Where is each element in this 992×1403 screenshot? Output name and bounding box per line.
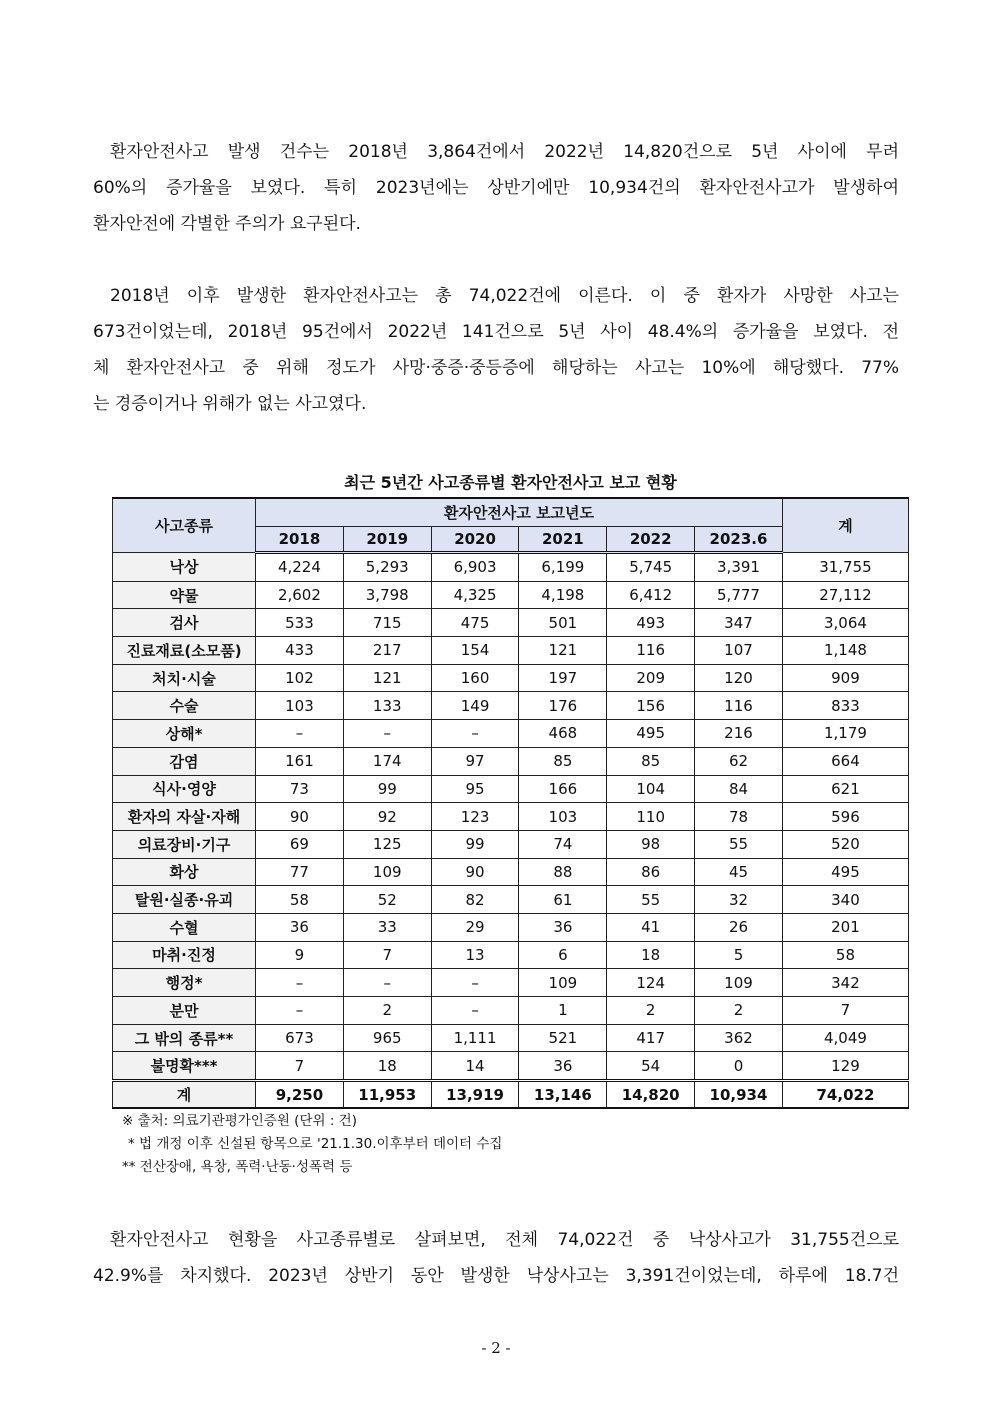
table-row	[113, 913, 909, 941]
paragraph-line: 는 경증이거나 위해가 없는 사고였다.	[93, 394, 367, 414]
row-year-value: 4,224	[256, 553, 344, 582]
table-title: 최근 5년간 사고종류별 환자안전사고 보고 현황	[344, 473, 677, 492]
row-category: 탈원·실종·유괴	[113, 886, 256, 914]
row-year-value: 85	[607, 747, 695, 775]
paragraph-line: 체 환자안전사고 중 위해 정도가 사망·중증·중등증에 해당하는 사고는 10%에 해당했다. 77%	[93, 358, 899, 378]
row-total: 596	[782, 803, 908, 831]
row-year-value: 84	[695, 775, 783, 803]
row-year-value: 98	[607, 830, 695, 858]
row-year-value: 417	[607, 1024, 695, 1052]
row-category: 환자의 자살·자해	[113, 803, 256, 831]
table-row	[113, 720, 909, 748]
total-year-value: 14,820	[607, 1081, 695, 1109]
row-year-value: 1	[519, 997, 607, 1025]
paragraph-line: 673건이었는데, 2018년 95건에서 2022년 141건으로 5년 사이 48.4%의 증가율을 보였다. 전	[93, 322, 899, 342]
row-year-value: –	[343, 969, 431, 997]
row-total: 1,179	[782, 720, 908, 748]
paragraph-2	[93, 278, 899, 422]
row-year-value: 4,198	[519, 581, 607, 609]
table-body	[113, 553, 909, 1109]
row-year-value: –	[343, 720, 431, 748]
row-year-value: 77	[256, 858, 344, 886]
row-year-value: 61	[519, 886, 607, 914]
row-category: 처치·시술	[113, 664, 256, 692]
row-year-value: 45	[695, 858, 783, 886]
row-year-value: –	[431, 997, 519, 1025]
row-year-value: 495	[607, 720, 695, 748]
row-year-value: 154	[431, 637, 519, 665]
row-year-value: 9	[256, 941, 344, 969]
row-year-value: 116	[607, 637, 695, 665]
table-row	[113, 858, 909, 886]
row-year-value: 521	[519, 1024, 607, 1052]
row-year-value: 2	[607, 997, 695, 1025]
page-number: - 2 -	[481, 1339, 511, 1357]
row-year-value: 103	[519, 803, 607, 831]
total-year-value: 11,953	[343, 1081, 431, 1109]
row-year-value: 55	[607, 886, 695, 914]
row-year-value: –	[256, 997, 344, 1025]
table-row	[113, 830, 909, 858]
row-year-value: 6,903	[431, 553, 519, 582]
row-year-value: 32	[695, 886, 783, 914]
row-year-value: 4,325	[431, 581, 519, 609]
row-year-value: 493	[607, 609, 695, 637]
footnote-double-star: ** 전산장애, 욕창, 폭력·난동·성폭력 등	[122, 1159, 353, 1175]
row-total: 129	[782, 1052, 908, 1081]
row-year-value: 0	[695, 1052, 783, 1081]
row-year-value: 41	[607, 913, 695, 941]
table-row	[113, 637, 909, 665]
row-category: 수혈	[113, 913, 256, 941]
row-year-value: 97	[431, 747, 519, 775]
table-row	[113, 553, 909, 582]
header-year: 2021	[519, 527, 607, 553]
row-year-value: 90	[431, 858, 519, 886]
table-row	[113, 664, 909, 692]
total-row	[113, 1081, 909, 1109]
row-year-value: 174	[343, 747, 431, 775]
row-total: 342	[782, 969, 908, 997]
row-year-value: 715	[343, 609, 431, 637]
row-year-value: 216	[695, 720, 783, 748]
row-total: 495	[782, 858, 908, 886]
incident-stats-table	[112, 497, 909, 1109]
paragraph-line: 환자안전사고 발생 건수는 2018년 3,864건에서 2022년 14,820건으로 5년 사이에 무려	[110, 142, 899, 162]
grand-total: 74,022	[782, 1081, 908, 1109]
row-year-value: 3,798	[343, 581, 431, 609]
row-year-value: 82	[431, 886, 519, 914]
row-year-value: 149	[431, 692, 519, 720]
row-total: 621	[782, 775, 908, 803]
row-year-value: 120	[695, 664, 783, 692]
row-year-value: –	[431, 969, 519, 997]
row-year-value: 160	[431, 664, 519, 692]
row-year-value: 156	[607, 692, 695, 720]
row-year-value: 501	[519, 609, 607, 637]
row-total: 1,148	[782, 637, 908, 665]
row-year-value: 88	[519, 858, 607, 886]
row-year-value: –	[256, 969, 344, 997]
row-year-value: 109	[695, 969, 783, 997]
row-year-value: 110	[607, 803, 695, 831]
row-category: 수술	[113, 692, 256, 720]
header-total: 계	[782, 498, 908, 553]
table-row	[113, 1052, 909, 1081]
row-year-value: 58	[256, 886, 344, 914]
row-year-value: 29	[431, 913, 519, 941]
row-year-value: 2	[343, 997, 431, 1025]
row-year-value: 121	[519, 637, 607, 665]
table-row	[113, 581, 909, 609]
row-total: 909	[782, 664, 908, 692]
row-category: 의료장비·기구	[113, 830, 256, 858]
row-total: 340	[782, 886, 908, 914]
table-row	[113, 775, 909, 803]
header-year: 2022	[607, 527, 695, 553]
row-year-value: 123	[431, 803, 519, 831]
row-year-value: 116	[695, 692, 783, 720]
header-year: 2020	[431, 527, 519, 553]
row-total: 7	[782, 997, 908, 1025]
row-category: 화상	[113, 858, 256, 886]
row-year-value: 347	[695, 609, 783, 637]
table-row	[113, 692, 909, 720]
row-year-value: 133	[343, 692, 431, 720]
row-year-value: 433	[256, 637, 344, 665]
row-year-value: 965	[343, 1024, 431, 1052]
row-year-value: 362	[695, 1024, 783, 1052]
row-year-value: 13	[431, 941, 519, 969]
row-year-value: 36	[256, 913, 344, 941]
row-year-value: 209	[607, 664, 695, 692]
row-year-value: 7	[343, 941, 431, 969]
row-year-value: 99	[343, 775, 431, 803]
row-year-value: 36	[519, 913, 607, 941]
row-year-value: 103	[256, 692, 344, 720]
row-year-value: 3,391	[695, 553, 783, 582]
row-year-value: 121	[343, 664, 431, 692]
row-year-value: 2,602	[256, 581, 344, 609]
total-year-value: 9,250	[256, 1081, 344, 1109]
total-row-label: 계	[113, 1081, 256, 1109]
row-year-value: 36	[519, 1052, 607, 1081]
header-year-group: 환자안전사고 보고년도	[256, 498, 783, 527]
row-year-value: 86	[607, 858, 695, 886]
row-year-value: 5	[695, 941, 783, 969]
header-year: 2018	[256, 527, 344, 553]
row-total: 3,064	[782, 609, 908, 637]
row-year-value: 74	[519, 830, 607, 858]
row-total: 31,755	[782, 553, 908, 582]
row-category: 식사·영양	[113, 775, 256, 803]
row-category: 상해*	[113, 720, 256, 748]
row-total: 833	[782, 692, 908, 720]
row-category: 분만	[113, 997, 256, 1025]
row-year-value: 673	[256, 1024, 344, 1052]
row-year-value: 2	[695, 997, 783, 1025]
row-year-value: 124	[607, 969, 695, 997]
row-year-value: 217	[343, 637, 431, 665]
row-year-value: 166	[519, 775, 607, 803]
row-year-value: 85	[519, 747, 607, 775]
total-year-value: 10,934	[695, 1081, 783, 1109]
row-year-value: 62	[695, 747, 783, 775]
table-row	[113, 941, 909, 969]
total-year-value: 13,146	[519, 1081, 607, 1109]
row-total: 4,049	[782, 1024, 908, 1052]
row-year-value: 1,111	[431, 1024, 519, 1052]
row-year-value: 6,412	[607, 581, 695, 609]
table-row	[113, 1024, 909, 1052]
row-category: 행정*	[113, 969, 256, 997]
row-category: 약물	[113, 581, 256, 609]
row-total: 664	[782, 747, 908, 775]
row-year-value: 475	[431, 609, 519, 637]
table-row	[113, 969, 909, 997]
source-note: ※ 출처: 의료기관평가인증원 (단위 : 건)	[122, 1113, 357, 1129]
footnote-single-star: * 법 개정 이후 신설된 항목으로 '21.1.30.이후부터 데이터 수집	[128, 1136, 503, 1152]
row-year-value: 161	[256, 747, 344, 775]
row-total: 27,112	[782, 581, 908, 609]
row-year-value: 125	[343, 830, 431, 858]
row-category: 마취·진정	[113, 941, 256, 969]
header-category: 사고종류	[113, 498, 256, 553]
total-year-value: 13,919	[431, 1081, 519, 1109]
row-year-value: 5,777	[695, 581, 783, 609]
row-year-value: 104	[607, 775, 695, 803]
row-category: 감염	[113, 747, 256, 775]
row-year-value: 78	[695, 803, 783, 831]
row-year-value: 5,293	[343, 553, 431, 582]
row-year-value: 90	[256, 803, 344, 831]
row-year-value: 52	[343, 886, 431, 914]
row-year-value: 7	[256, 1052, 344, 1081]
row-year-value: 69	[256, 830, 344, 858]
row-year-value: 468	[519, 720, 607, 748]
row-category: 불명확***	[113, 1052, 256, 1081]
header-year: 2023.6	[695, 527, 783, 553]
row-year-value: 109	[343, 858, 431, 886]
row-year-value: 18	[343, 1052, 431, 1081]
row-year-value: 6	[519, 941, 607, 969]
row-year-value: 26	[695, 913, 783, 941]
paragraph-line: 42.9%를 차지했다. 2023년 상반기 동안 발생한 낙상사고는 3,391건이었는데, 하루에 18.7건	[93, 1266, 899, 1286]
row-total: 201	[782, 913, 908, 941]
row-year-value: 197	[519, 664, 607, 692]
row-year-value: 92	[343, 803, 431, 831]
paragraph-line: 2018년 이후 발생한 환자안전사고는 총 74,022건에 이른다. 이 중 환자가 사망한 사고는	[110, 286, 899, 306]
paragraph-1	[93, 134, 899, 242]
row-year-value: 99	[431, 830, 519, 858]
row-year-value: 107	[695, 637, 783, 665]
header-year: 2019	[343, 527, 431, 553]
paragraph-line: 환자안전사고 현황을 사고종류별로 살펴보면, 전체 74,022건 중 낙상사고가 31,755건으로	[110, 1230, 899, 1250]
table-row	[113, 609, 909, 637]
row-year-value: 14	[431, 1052, 519, 1081]
row-category: 검사	[113, 609, 256, 637]
paragraph-3	[93, 1222, 899, 1294]
row-category: 진료재료(소모품)	[113, 637, 256, 665]
row-year-value: 18	[607, 941, 695, 969]
row-year-value: 102	[256, 664, 344, 692]
paragraph-line: 60%의 증가율을 보였다. 특히 2023년에는 상반기에만 10,934건의 환자안전사고가 발생하여	[93, 178, 899, 198]
row-year-value: 73	[256, 775, 344, 803]
table-notes	[122, 1110, 502, 1179]
row-year-value: 55	[695, 830, 783, 858]
table-row	[113, 803, 909, 831]
row-category: 그 밖의 종류**	[113, 1024, 256, 1052]
row-total: 58	[782, 941, 908, 969]
row-year-value: 54	[607, 1052, 695, 1081]
row-category: 낙상	[113, 553, 256, 582]
table-row	[113, 747, 909, 775]
row-year-value: 6,199	[519, 553, 607, 582]
row-year-value: 109	[519, 969, 607, 997]
row-year-value: –	[431, 720, 519, 748]
row-year-value: 176	[519, 692, 607, 720]
row-total: 520	[782, 830, 908, 858]
row-year-value: 33	[343, 913, 431, 941]
table-row	[113, 997, 909, 1025]
paragraph-line: 환자안전에 각별한 주의가 요구된다.	[93, 214, 361, 234]
row-year-value: 95	[431, 775, 519, 803]
row-year-value: 533	[256, 609, 344, 637]
row-year-value: –	[256, 720, 344, 748]
table-row	[113, 886, 909, 914]
row-year-value: 5,745	[607, 553, 695, 582]
